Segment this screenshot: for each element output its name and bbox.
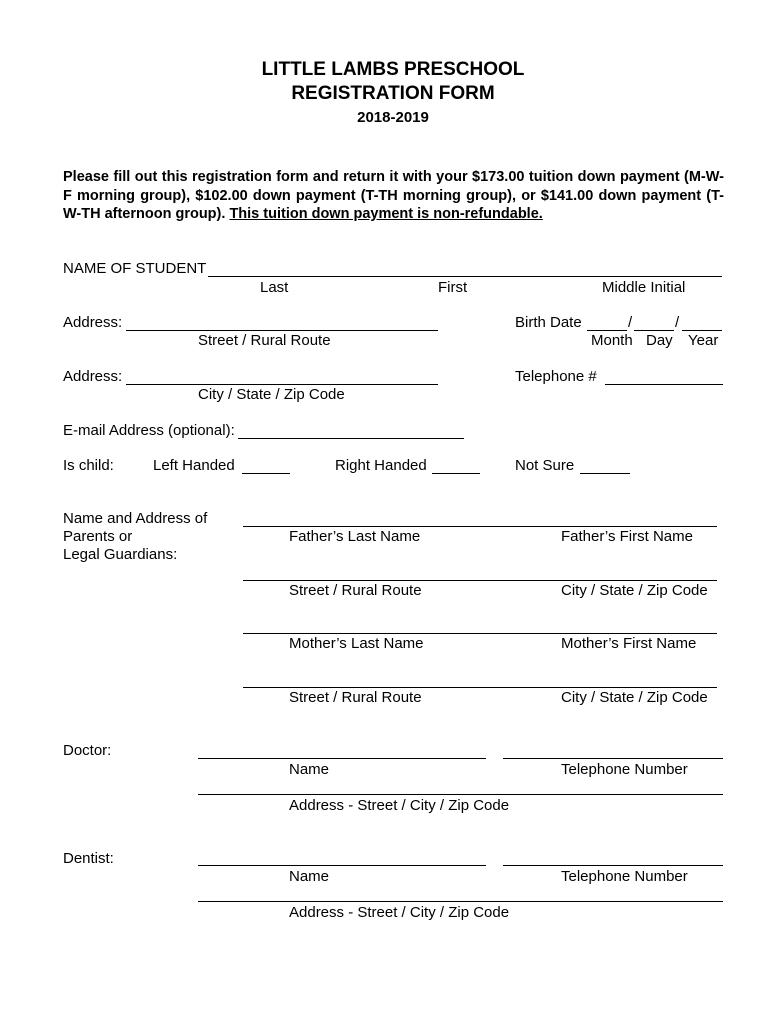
guardians-label-line1: Name and Address of — [63, 510, 208, 527]
doctor-phone-field[interactable] — [503, 740, 723, 759]
father-street-caption: Street / Rural Route — [289, 582, 422, 599]
father-address-field[interactable] — [243, 562, 717, 581]
student-name-label: NAME OF STUDENT — [63, 260, 207, 277]
date-separator: / — [675, 314, 680, 331]
right-handed-field[interactable] — [432, 455, 480, 474]
father-last-caption: Father’s Last Name — [289, 528, 421, 545]
date-separator: / — [628, 314, 633, 331]
doctor-address-caption: Address - Street / City / Zip Code — [289, 797, 510, 814]
doctor-name-field[interactable] — [198, 740, 486, 759]
mother-name-field[interactable] — [243, 615, 717, 634]
telephone-label: Telephone # — [515, 368, 597, 385]
birth-month-caption: Month — [591, 332, 633, 349]
mother-street-caption: Street / Rural Route — [289, 689, 422, 706]
dentist-label: Dentist: — [63, 850, 114, 867]
address-street-label: Address: — [63, 314, 123, 331]
dentist-phone-caption: Telephone Number — [561, 868, 688, 885]
birth-date-label: Birth Date — [515, 314, 582, 331]
address-street-caption: Street / Rural Route — [198, 332, 331, 349]
student-first-caption: First — [438, 279, 468, 296]
doctor-label: Doctor: — [63, 742, 112, 759]
email-field[interactable] — [238, 420, 464, 439]
dentist-address-caption: Address - Street / City / Zip Code — [289, 904, 510, 921]
father-name-field[interactable] — [243, 508, 717, 527]
mother-city-caption: City / State / Zip Code — [561, 689, 708, 706]
left-handed-field[interactable] — [242, 455, 290, 474]
mother-address-field[interactable] — [243, 669, 717, 688]
dentist-address-field[interactable] — [198, 883, 723, 902]
school-name: LITTLE LAMBS PRESCHOOL — [261, 59, 525, 80]
dentist-name-caption: Name — [289, 868, 330, 885]
student-last-caption: Last — [260, 279, 289, 296]
birth-year-caption: Year — [688, 332, 719, 349]
dentist-name-field[interactable] — [198, 847, 486, 866]
address-street-field[interactable] — [126, 312, 438, 331]
instructions-paragraph — [63, 168, 724, 224]
email-label: E-mail Address (optional): — [63, 422, 235, 439]
telephone-field[interactable] — [605, 366, 723, 385]
mother-first-caption: Mother’s First Name — [561, 635, 697, 652]
handedness-label: Is child: — [63, 457, 114, 474]
not-sure-field[interactable] — [580, 455, 630, 474]
guardians-label-line2: Parents or — [63, 528, 133, 545]
guardians-label-line3: Legal Guardians: — [63, 546, 178, 563]
birth-day-caption: Day — [646, 332, 673, 349]
address-city-caption: City / State / Zip Code — [198, 386, 345, 403]
student-middle-caption: Middle Initial — [602, 279, 686, 296]
non-refundable-notice: This tuition down payment is non-refundable. — [229, 206, 543, 222]
father-city-caption: City / State / Zip Code — [561, 582, 708, 599]
birth-day-field[interactable] — [634, 312, 674, 331]
dentist-phone-field[interactable] — [503, 847, 723, 866]
student-name-field[interactable] — [208, 258, 722, 277]
address-city-field[interactable] — [126, 366, 438, 385]
birth-year-field[interactable] — [682, 312, 722, 331]
address-city-label: Address: — [63, 368, 123, 385]
birth-month-field[interactable] — [587, 312, 627, 331]
right-handed-label: Right Handed — [335, 457, 427, 474]
doctor-name-caption: Name — [289, 761, 330, 778]
doctor-phone-caption: Telephone Number — [561, 761, 688, 778]
left-handed-label: Left Handed — [153, 457, 235, 474]
not-sure-label: Not Sure — [515, 457, 575, 474]
father-first-caption: Father’s First Name — [561, 528, 693, 545]
form-title: REGISTRATION FORM — [291, 83, 495, 104]
instructions-text: Please fill out this registration form and return it with your $173.00 tuition down payment (M-W-F morning group), $102.00 down payment (T-TH morning group), or $141.00 down payment (T-W-TH afternoon group). — [63, 169, 724, 222]
school-year: 2018-2019 — [357, 109, 429, 126]
mother-last-caption: Mother’s Last Name — [289, 635, 424, 652]
doctor-address-field[interactable] — [198, 776, 723, 795]
